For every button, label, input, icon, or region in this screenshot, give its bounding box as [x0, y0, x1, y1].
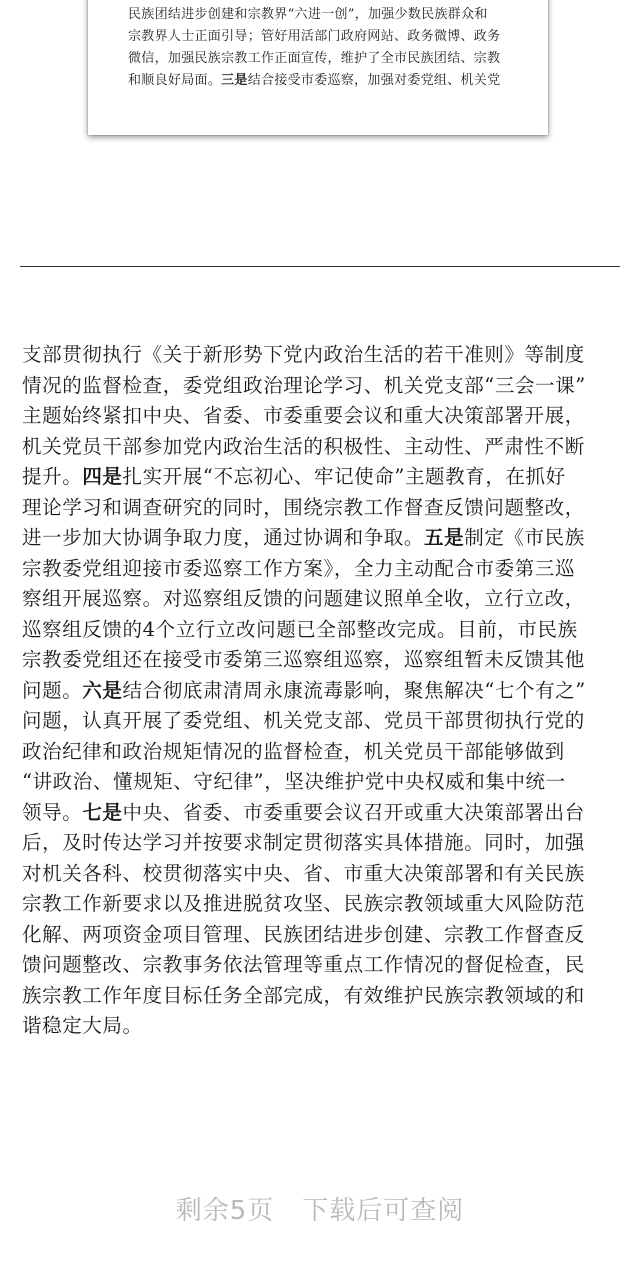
body-line [22, 645, 622, 676]
body-line [22, 798, 622, 829]
body-line [22, 584, 622, 615]
body-line [22, 706, 622, 737]
preview-line [128, 48, 512, 70]
body-segment: 领导。 [22, 800, 83, 824]
body-line [22, 889, 622, 920]
preview-page-text [128, 4, 512, 92]
body-line [22, 676, 622, 707]
body-segment: 情况的监督检查，委党组政治理论学习、机关党支部“三会一课” [22, 373, 586, 397]
body-line [22, 981, 622, 1012]
preview-segment: 民族团结进步创建和宗教界“六进一创”，加强少数民族群众和 [128, 7, 488, 22]
body-emphasis: 四是 [82, 465, 123, 488]
body-line [22, 462, 622, 493]
body-segment: 制定《市民族 [464, 526, 585, 549]
body-line [22, 828, 622, 859]
body-segment: 宗教委党组还在接受市委第三巡察组巡察，巡察组暂未反馈其他 [22, 648, 585, 671]
body-segment: 理论学习和调查研究的同时，围绕宗教工作督查反馈问题整改， [22, 495, 585, 519]
body-line [22, 371, 622, 402]
body-emphasis: 五是 [424, 526, 465, 549]
preview-page-card [88, 0, 548, 135]
preview-emphasis: 三是 [221, 73, 248, 88]
preview-segment: 微信，加强民族宗教工作正面宣传，维护了全市民族团结、宗教 [128, 51, 501, 66]
body-line [22, 950, 622, 981]
body-line [22, 432, 622, 463]
body-segment: 进一步加大协调争取力度，通过协调和争取。 [22, 526, 425, 549]
body-segment: 政治纪律和政治规矩情况的监督检查，机关党员干部能够做到 [22, 739, 565, 763]
document-body-text [22, 340, 622, 1042]
body-emphasis: 七是 [82, 800, 123, 824]
body-line [22, 493, 622, 524]
body-segment: 问题。 [22, 678, 83, 702]
body-line [22, 554, 622, 585]
body-segment: 察组开展巡察。对巡察组反馈的问题建议照单全收，立行立改， [22, 587, 585, 610]
preview-segment: 宗教界人士正面引导；管好用活部门政府网站、政务微博、政务 [128, 29, 501, 44]
body-segment: 扎实开展“不忘初心、牢记使命”主题教育，在抓好 [122, 465, 566, 488]
preview-line [128, 26, 512, 48]
body-segment: 问题，认真开展了委党组、机关党支部、党员干部贯彻执行党的 [22, 709, 585, 732]
preview-segment: 结合接受市委巡察，加强对委党组、机关党 [247, 73, 501, 88]
body-line [22, 523, 622, 554]
body-segment: 提升。 [22, 465, 83, 488]
body-segment: “讲政治、懂规矩、守纪律”，坚决维护党中央权威和集中统一 [22, 770, 566, 793]
body-line [22, 615, 622, 646]
body-segment: 后，及时传达学习并按要求制定贯彻落实具体措施。同时，加强 [22, 831, 585, 854]
body-segment: 支部贯彻执行《关于新形势下党内政治生活的若干准则》等制度 [22, 343, 585, 366]
body-segment: 宗教委党组迎接市委巡察工作方案》，全力主动配合市委第三巡 [22, 556, 576, 580]
body-line [22, 340, 622, 371]
body-segment: 宗教工作新要求以及推进脱贫攻坚、民族宗教领域重大风险防范 [22, 892, 585, 915]
page-divider [20, 266, 620, 267]
body-segment: 主题始终紧扣中央、省委、市委重要会议和重大决策部署开展， [22, 404, 585, 427]
body-line [22, 1011, 622, 1042]
body-segment: 对机关各科、校贯彻落实中央、省、市重大决策部署和有关民族 [22, 861, 585, 885]
body-line [22, 401, 622, 432]
preview-line [128, 70, 512, 92]
preview-line [128, 4, 512, 26]
body-line [22, 859, 622, 890]
body-segment: 机关党员干部参加党内政治生活的积极性、主动性、严肃性不断 [22, 434, 585, 458]
body-segment: 巡察组反馈的4个立行立改问题已全部整改完成。目前，市民族 [22, 617, 578, 641]
body-segment: 族宗教工作年度目标任务全部完成，有效维护民族宗教领域的和 [22, 983, 585, 1007]
body-segment: 化解、两项资金项目管理、民族团结进步创建、宗教工作督查反 [22, 922, 585, 946]
body-segment: 馈问题整改、宗教事务依法管理等重点工作情况的督促检查，民 [22, 953, 585, 976]
preview-segment: 和顺良好局面。 [128, 73, 222, 88]
body-emphasis: 六是 [82, 678, 123, 702]
body-segment: 中央、省委、市委重要会议召开或重大决策部署出台 [122, 800, 585, 824]
body-line [22, 767, 622, 798]
body-line [22, 920, 622, 951]
body-line [22, 737, 622, 768]
body-segment: 结合彻底肃清周永康流毒影响，聚焦解决“七个有之” [122, 678, 586, 702]
download-to-view-label: 下载后可查阅 [302, 1196, 465, 1226]
remaining-pages-label: 剩余5页 [175, 1196, 275, 1226]
remaining-pages-notice[interactable] [0, 1190, 640, 1227]
body-segment: 谐稳定大局。 [22, 1014, 143, 1037]
